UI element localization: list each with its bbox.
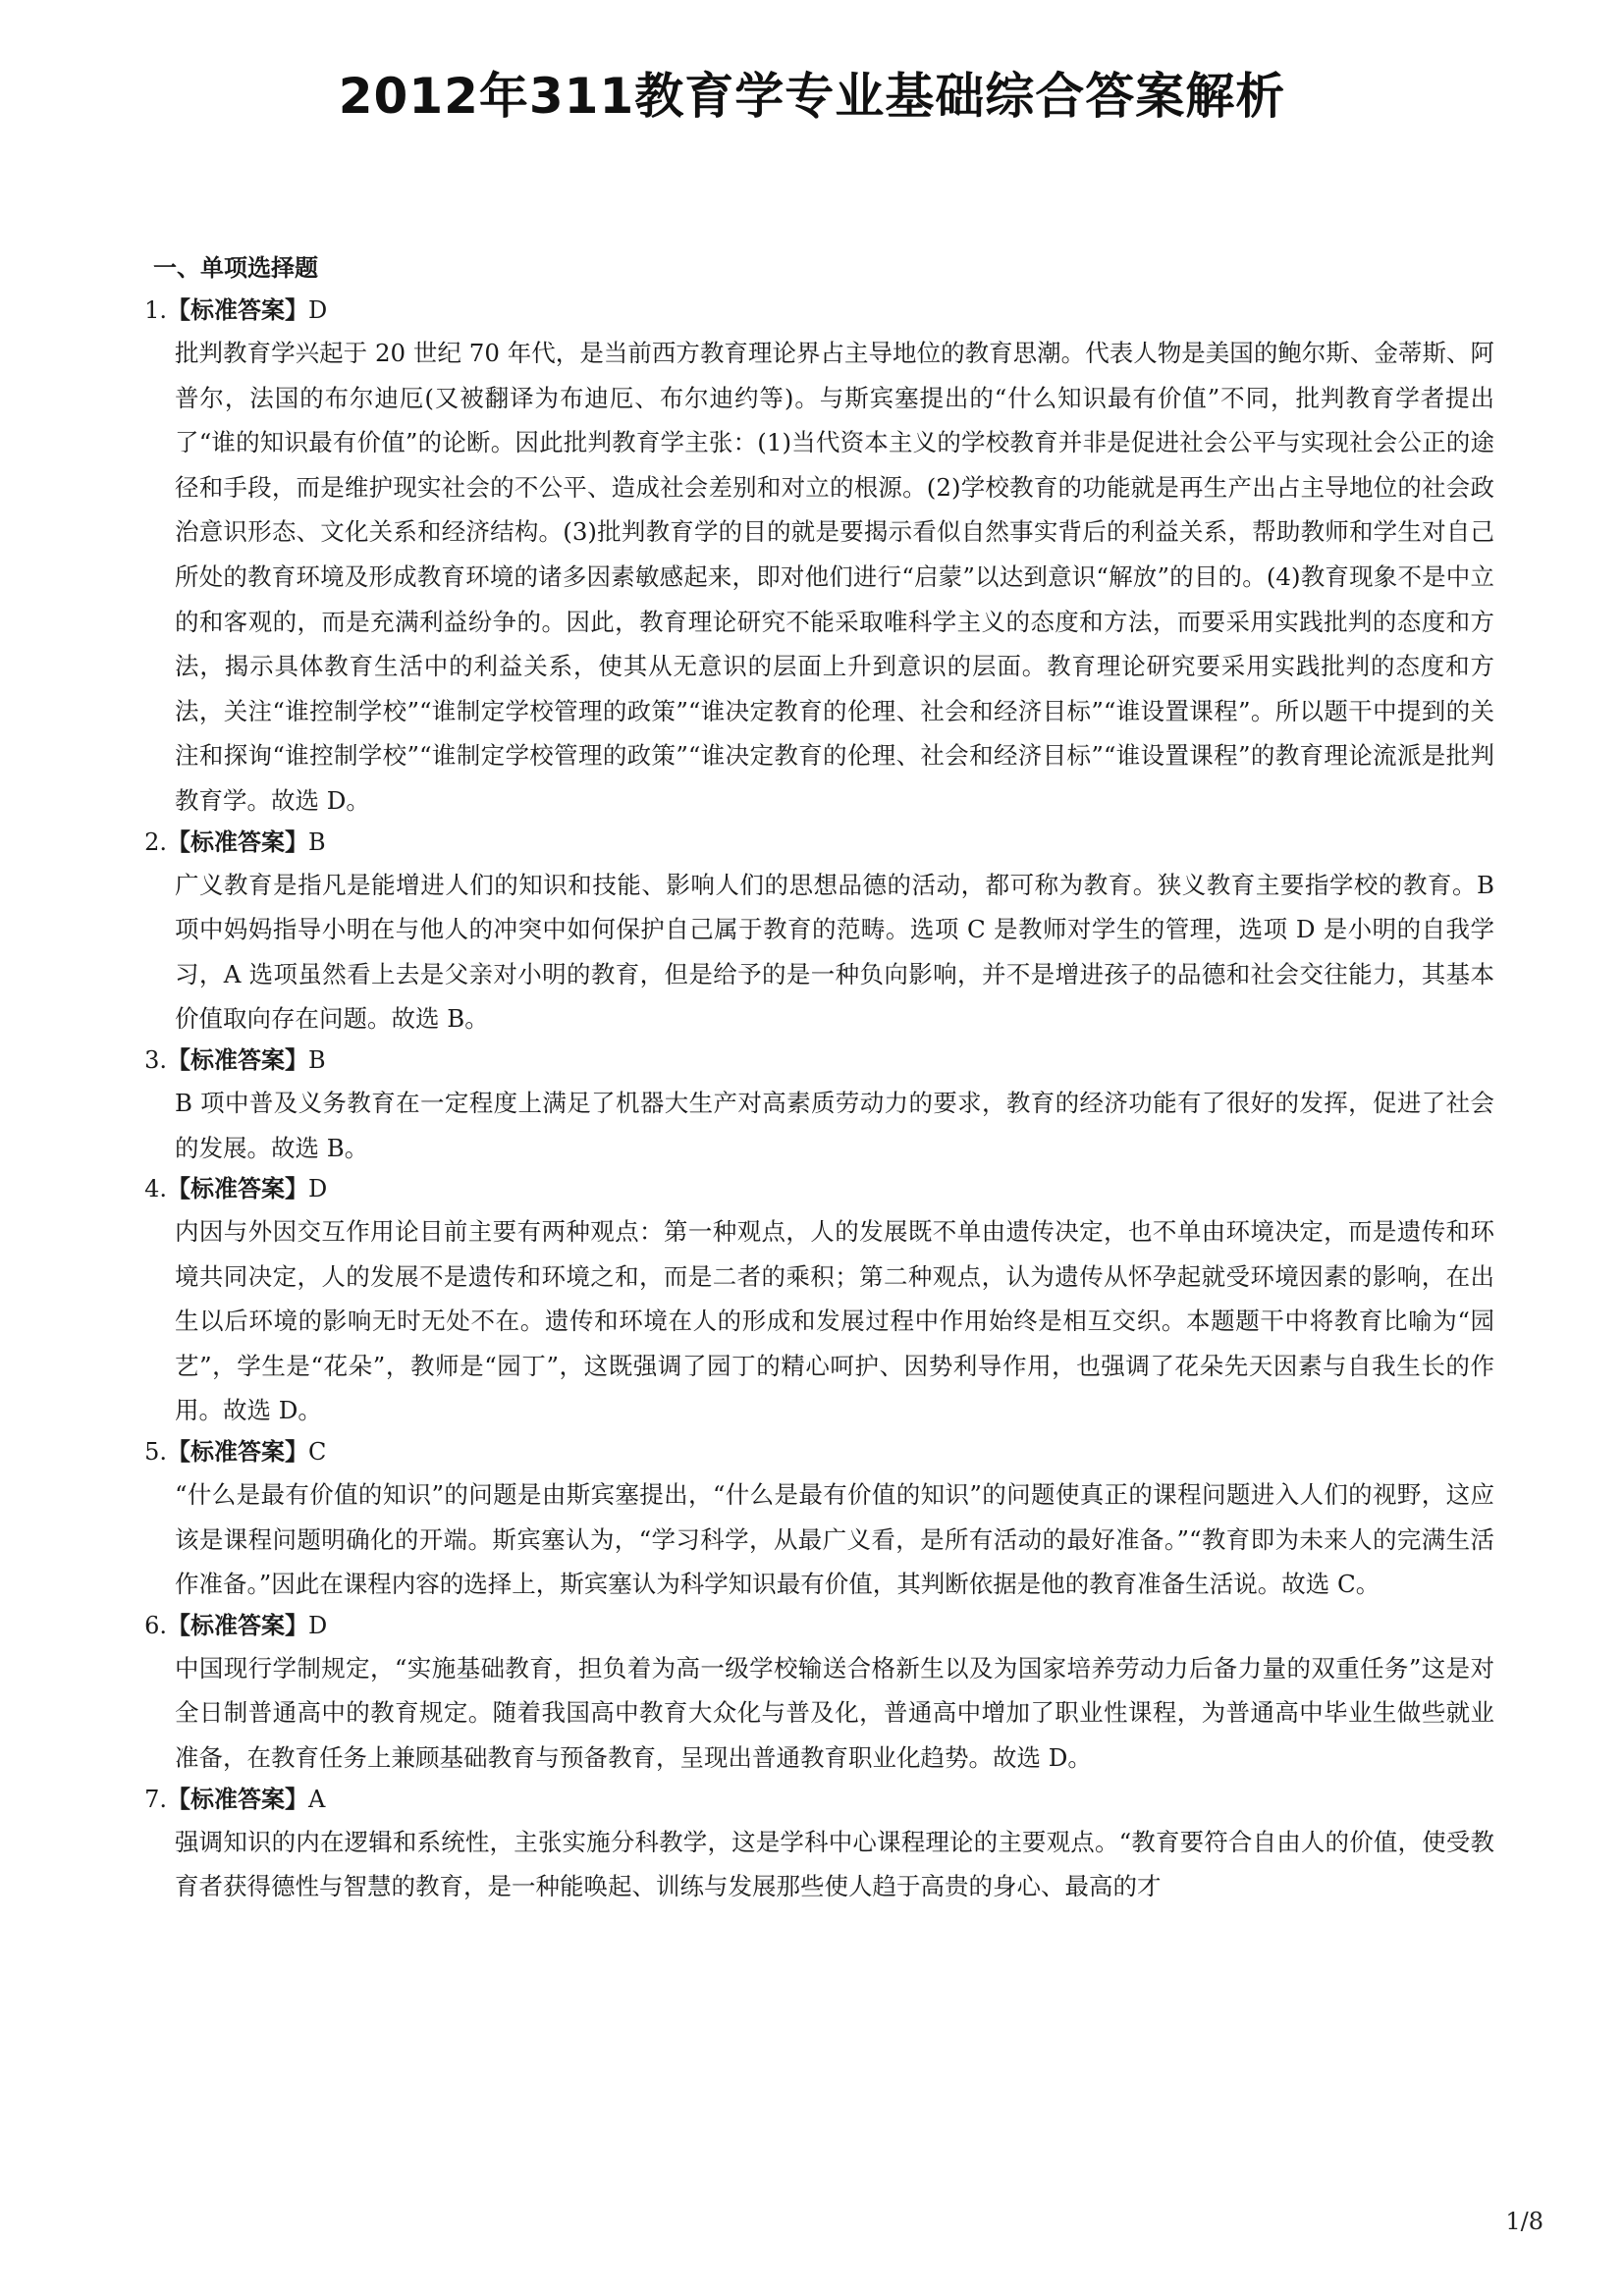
page-title: 2012年311教育学专业基础综合答案解析 xyxy=(338,68,1286,125)
answer-explanation: 批判教育学兴起于 20 世纪 70 年代，是当前西方教育理论界占主导地位的教育思潮。代表人物是美国的鲍尔斯、金蒂斯、阿普尔，法国的布尔迪厄(又被翻译为布迪厄、布尔迪约等)。与斯宾塞提出的“什么知识最有价值”不同，批判教育学者提出了“谁的知识最有价值”的论断。因此批判教育学主张：(1)当代资本主义的学校教育并非是促进社会公平与实现社会公正的途径和手段，而是维护现实社会的不公平、造成社会差别和对立的根源。(2)学校教育的功能就是再生产出占主导地位的社会政治意识形态、文化关系和经济结构。(3)批判教育学的目的就是要揭示看似自然事实背后的利益关系，帮助教师和学生对自己所处的教育环境及形成教育环境的诸多因素敏感起来，即对他们进行“启蒙”以达到意识“解放”的目的。(4)教育现象不是中立的和客观的，而是充满利益纷争的。因此，教育理论研究不能采取唯科学主义的态度和方法，而要采用实践批判的态度和方法，揭示具体教育生活中的利益关系，使其从无意识的层面上升到意识的层面。教育理论研究要采用实践批判的态度和方法，关注“谁控制学校”“谁制定学校管理的政策”“谁决定教育的伦理、社会和经济目标”“谁设置课程”。所以题干中提到的关注和探询“谁控制学校”“谁制定学校管理的政策”“谁决定教育的伦理、社会和经济目标”“谁设置课程”的教育理论流派是批判教育学。故选 D。 xyxy=(175,339,1494,815)
answer-item-head xyxy=(139,826,1494,859)
answer-value: B xyxy=(308,1045,326,1074)
answer-item xyxy=(139,294,1494,824)
item-number: 5. xyxy=(144,1438,167,1467)
answer-item xyxy=(139,1043,1494,1170)
item-number: 3. xyxy=(144,1045,167,1074)
answer-value: B xyxy=(308,828,326,856)
answer-item-head xyxy=(139,1435,1494,1468)
item-number: 6. xyxy=(144,1611,167,1639)
answer-item-head xyxy=(139,1609,1494,1642)
answer-item-head xyxy=(139,294,1494,327)
document-body xyxy=(139,250,1494,1911)
answer-value: D xyxy=(308,1611,328,1639)
item-number: 7. xyxy=(144,1785,167,1813)
answer-value: D xyxy=(308,296,328,324)
answer-value: C xyxy=(308,1438,327,1467)
answer-label: 【标准答案】 xyxy=(167,1611,308,1639)
answer-item-head xyxy=(139,1172,1494,1205)
item-number: 4. xyxy=(144,1175,167,1203)
answer-item xyxy=(139,1172,1494,1433)
answer-explanation: B 项中普及义务教育在一定程度上满足了机器大生产对高素质劳动力的要求，教育的经济功能有了很好的发挥，促进了社会的发展。故选 B。 xyxy=(175,1088,1494,1162)
answer-label: 【标准答案】 xyxy=(167,1785,308,1813)
answer-item-head xyxy=(139,1043,1494,1077)
answer-value: D xyxy=(308,1175,328,1203)
answer-explanation: 中国现行学制规定，“实施基础教育，担负着为高一级学校输送合格新生以及为国家培养劳动力后备力量的双重任务”这是对全日制普通高中的教育规定。随着我国高中教育大众化与普及化，普通高中增加了职业性课程，为普通高中毕业生做些就业准备，在教育任务上兼顾基础教育与预备教育，呈现出普通教育职业化趋势。故选 D。 xyxy=(175,1653,1494,1773)
answer-explanation: 内因与外因交互作用论目前主要有两种观点：第一种观点，人的发展既不单由遗传决定，也不单由环境决定，而是遗传和环境共同决定，人的发展不是遗传和环境之和，而是二者的乘积；第二种观点，认为遗传从怀孕起就受环境因素的影响，在出生以后环境的影响无时无处不在。遗传和环境在人的形成和发展过程中作用始终是相互交织。本题题干中将教育比喻为“园艺”，学生是“花朵”，教师是“园丁”，这既强调了园丁的精心呵护、因势利导作用，也强调了花朵先天因素与自我生长的作用。故选 D。 xyxy=(175,1217,1494,1425)
section-heading: 一、单项选择题 xyxy=(153,254,318,282)
answer-item xyxy=(139,1435,1494,1607)
answer-label: 【标准答案】 xyxy=(167,1438,308,1467)
item-number: 2. xyxy=(144,828,167,856)
answer-label: 【标准答案】 xyxy=(167,1175,308,1203)
answer-explanation: 广义教育是指凡是能增进人们的知识和技能、影响人们的思想品德的活动，都可称为教育。狭义教育主要指学校的教育。B 项中妈妈指导小明在与他人的冲突中如何保护自己属于教育的范畴。选项 C 是教师对学生的管理，选项 D 是小明的自我学习，A 选项虽然看上去是父亲对小明的教育，但是给予的是一种负向影响，并不是增进孩子的品德和社会交往能力，其基本价值取向存在问题。故选 B。 xyxy=(175,870,1494,1034)
answer-item xyxy=(139,1609,1494,1781)
answer-label: 【标准答案】 xyxy=(167,828,308,856)
answer-label: 【标准答案】 xyxy=(167,296,308,324)
page-number: 1/8 xyxy=(1505,2208,1543,2235)
answer-item xyxy=(139,1783,1494,1909)
item-number: 1. xyxy=(144,296,167,324)
answer-value: A xyxy=(308,1785,326,1813)
answer-label: 【标准答案】 xyxy=(167,1045,308,1074)
answer-list xyxy=(139,294,1494,1909)
answer-explanation: “什么是最有价值的知识”的问题是由斯宾塞提出，“什么是最有价值的知识”的问题使真正的课程问题进入人们的视野，这应该是课程问题明确化的开端。斯宾塞认为，“学习科学，从最广义看，是所有活动的最好准备。”“教育即为未来人的完满生活作准备。”因此在课程内容的选择上，斯宾塞认为科学知识最有价值，其判断依据是他的教育准备生活说。故选 C。 xyxy=(175,1480,1494,1599)
answer-item xyxy=(139,826,1494,1041)
answer-explanation: 强调知识的内在逻辑和系统性，主张实施分科教学，这是学科中心课程理论的主要观点。“教育要符合自由人的价值，使受教育者获得德性与智慧的教育，是一种能唤起、训练与发展那些使人趋于高贵的身心、最高的才 xyxy=(175,1827,1494,1901)
answer-item-head xyxy=(139,1783,1494,1816)
